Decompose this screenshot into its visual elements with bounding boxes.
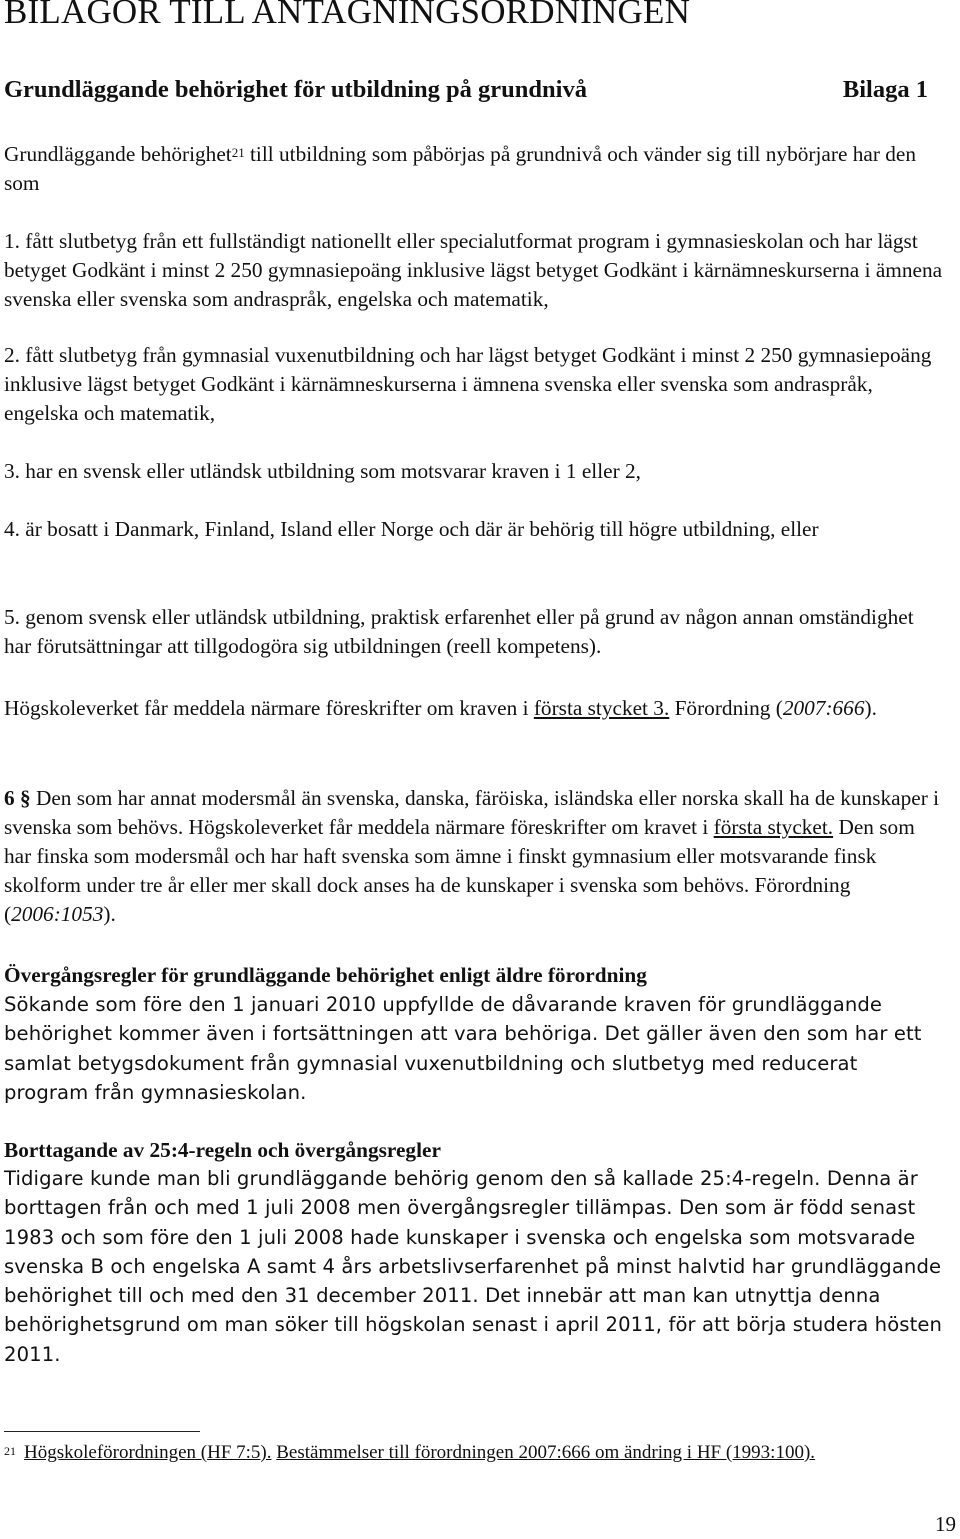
intro-paragraph [4, 140, 946, 198]
list-item: 1. fått slutbetyg från ett fullständigt nationellt eller specialutformat program i gymnasieskolan och har lägst betyget Godkänt i minst 2 250 gymnasiepoäng inklusive lägst betyget Godkänt i kärnämneskurserna i ämnena svenska eller svenska som andraspråk, engelska och matematik, [4, 229, 943, 311]
hsv-text-c: ). [864, 696, 877, 720]
list-item: 5. genom svensk eller utländsk utbildning, praktisk erfarenhet eller på grund av någon annan omständighet har förutsättningar att tillgodogöra sig utbildningen (reell kompetens). [4, 605, 914, 658]
footnote-number: 21 [4, 1444, 16, 1458]
intro-text-a: Grundläggande behörighet [4, 142, 232, 166]
section-6-paragraph [4, 784, 946, 929]
list-item: 2. fått slutbetyg från gymnasial vuxenutbildning och har lägst betyget Godkänt i minst 2 250 gymnasiepoäng inklusive lägst betyget Godkänt i kärnämneskurserna i ämnena svenska eller svenska som andraspråk, engelska och matematik, [4, 343, 932, 425]
hsv-paragraph [4, 694, 946, 723]
page-number: 19 [935, 1512, 956, 1536]
list-item: 4. är bosatt i Danmark, Finland, Island eller Norge och där är behörig till högre utbildning, eller [4, 517, 819, 541]
hsv-text-a: Högskoleverket får meddela närmare föreskrifter om kraven i [4, 696, 534, 720]
footnote-ref[interactable]: 21 [231, 145, 245, 160]
section6-text-b: Den som har finska som modersmål och har haft svenska som ämne i finskt gymnasium eller motsvarande finsk skolform under tre år eller mer skall dock anses ha de kunskaper i svenska som behövs. Förordning ( [4, 815, 915, 926]
footnote-link-hf[interactable]: Högskoleförordningen (HF 7:5). [24, 1442, 272, 1463]
appendix-label: Bilaga 1 [842, 76, 928, 103]
page-title: BILAGOR TILL ANTAGNINGSORDNINGEN [4, 0, 691, 31]
section-symbol: § [19, 786, 31, 810]
link-forsta-stycket-3[interactable]: första stycket 3. [533, 696, 670, 720]
overgang-body: Sökande som före den 1 januari 2010 uppfyllde de dåvarande kraven för grundläggande behörighet kommer även i fortsättningen att vara behöriga. Det gäller även den som har ett samlat betygsdokument från gymnasial vuxenutbildning och slutbetyg med reducerat program från gymnasieskolan. [4, 993, 922, 1104]
footnote-link-bestammelser[interactable]: Bestämmelser till förordningen 2007:666 om ändring i HF (1993:100). [276, 1442, 816, 1463]
sfs-ref: 2007:666 [782, 696, 865, 720]
link-forsta-stycket[interactable]: första stycket. [713, 815, 834, 839]
hsv-text-b: Förordning ( [669, 696, 783, 720]
heading-left: Grundläggande behörighet för utbildning på grundnivå [4, 76, 587, 103]
footnote [4, 1441, 946, 1465]
overgang-heading: Övergångsregler för grundläggande behörighet enligt äldre förordning [4, 963, 647, 987]
borttagande-heading: Borttagande av 25:4-regeln och övergångsregler [4, 1138, 441, 1162]
section-number: 6 [4, 786, 15, 810]
section6-text-c: ). [103, 902, 116, 926]
footnote-separator [4, 1431, 200, 1432]
section6-text-a: Den som har annat modersmål än svenska, danska, färöiska, isländska eller norska skall ha de kunskaper i svenska som behövs. Högskoleverket får meddela närmare föreskrifter om kravet i [4, 786, 940, 839]
intro-text-b: till utbildning som påbörjas på grundnivå och vänder sig till nybörjare har den som [4, 142, 916, 195]
sfs-ref: 2006:1053 [11, 902, 104, 926]
borttagande-body: Tidigare kunde man bli grundläggande behörig genom den så kallade 25:4-regeln. Denna är borttagen från och med 1 juli 2008 men övergångsregler tillämpas. Den som är född senast 1983 och som före den 1 juli 2008 hade kunskaper i svenska och engelska som motsvarade svenska B och engelska A samt 4 års arbetslivserfarenhet på minst halvtid har grundläggande behörighet till och med den 31 december 2011. Det innebär att man kan utnyttja denna behörighetsgrund om man söker till högskolan senast i april 2011, för att börja studera hösten 2011. [4, 1167, 943, 1366]
section-heading [4, 76, 928, 104]
list-item: 3. har en svensk eller utländsk utbildning som motsvarar kraven i 1 eller 2, [4, 459, 641, 483]
